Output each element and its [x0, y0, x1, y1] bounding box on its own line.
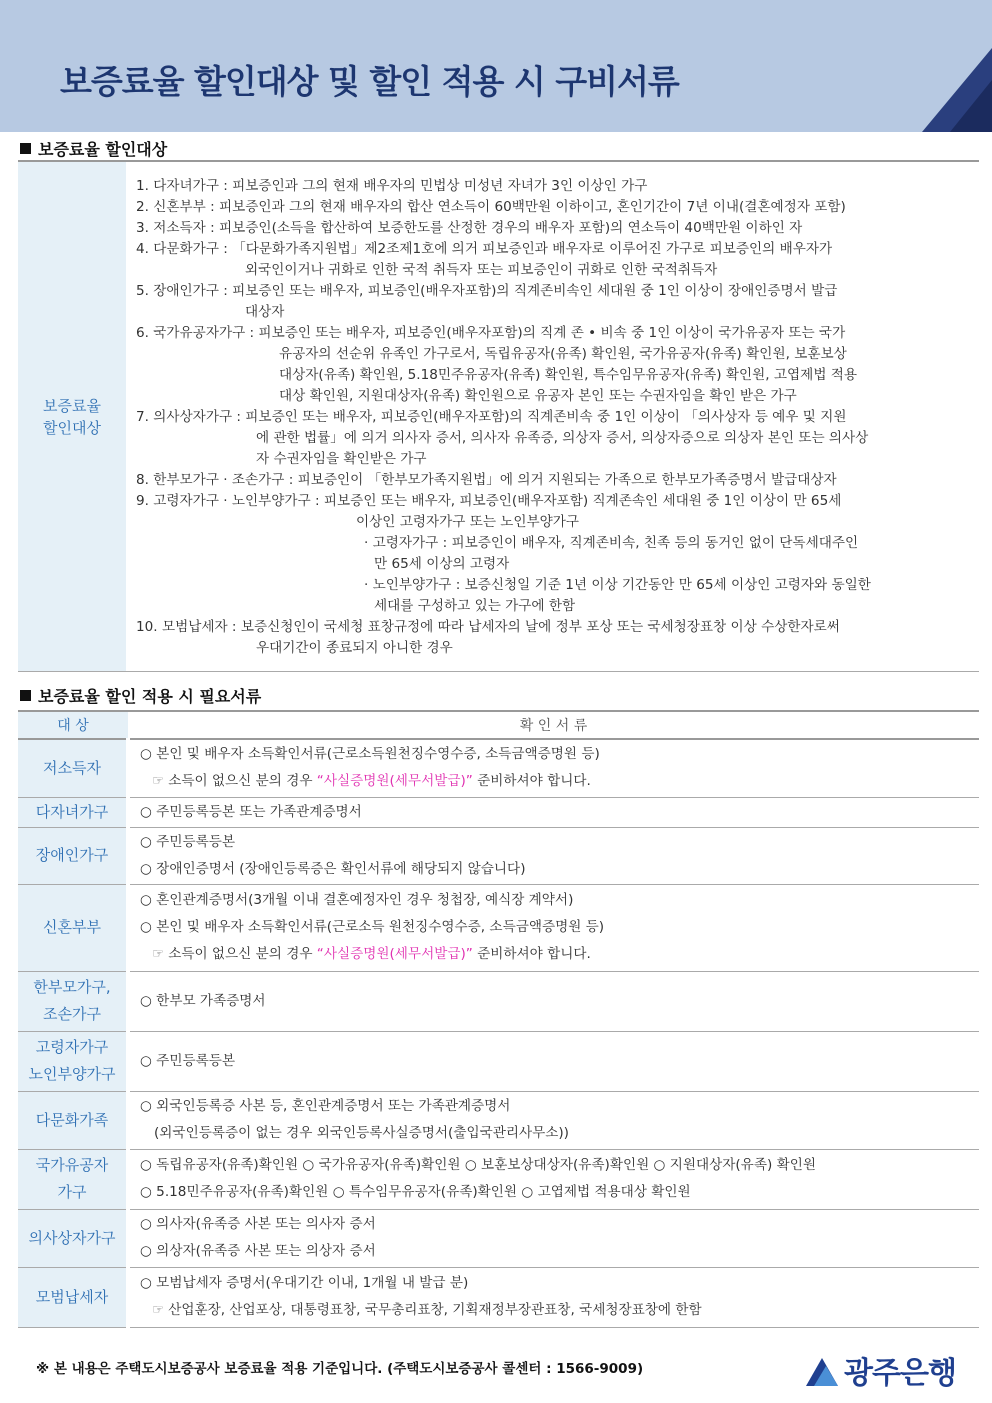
bank-logo — [806, 1350, 956, 1390]
table-header-row — [18, 711, 979, 739]
document-note — [140, 1297, 979, 1324]
document-note-highlight: “사실증명원(세무서발급)” — [316, 946, 473, 962]
discount-target-item — [136, 491, 976, 617]
section2-heading: 보증료율 할인 적용 시 필요서류 — [20, 684, 261, 707]
document-note-highlight: “사실증명원(세무서발급)” — [316, 773, 473, 790]
corner-decoration — [922, 0, 992, 132]
target-category-cell: 신혼부부 — [18, 884, 128, 971]
target-category-cell: 고령자가구 노인부양가구 — [18, 1031, 128, 1091]
document-line: ○ 주민등록등본 — [140, 1052, 235, 1069]
discount-target-list — [136, 176, 976, 659]
target-category-cell: 다문화가족 — [18, 1091, 128, 1149]
footer-note: ※ 본 내용은 주택도시보증공사 보증료율 적용 기준입니다. (주택도시보증공사 콜센터 : 1566-9009) — [36, 1361, 644, 1377]
column-header-target: 대 상 — [18, 711, 128, 739]
discount-target-item-line: 4. 다문화가구 : 「다문화가족지원법」제2조제1호에 의거 피보증인과 배우자로 이루어진 가구로 피보증인의 배우자가 — [136, 241, 833, 257]
discount-target-item-line: 3. 저소득자 : 피보증인(소득을 합산하여 보증한도를 산정한 경우의 배우자 포함)의 연소득이 40백만원 이하인 자 — [136, 220, 803, 236]
discount-target-item — [136, 407, 976, 470]
discount-target-item-line: 대상자(유족) 확인원, 5.18민주유공자(유족) 확인원, 특수임무유공자(유족) 확인원, 고엽제법 적용 — [279, 367, 858, 383]
document-line: ○ 모범납세자 증명서(우대기간 이내, 1개월 내 발급 분) — [140, 1275, 469, 1291]
pointing-hand-icon: ☞ — [152, 946, 165, 962]
discount-target-item — [136, 323, 976, 407]
target-category-cell: 의사상자가구 — [18, 1209, 128, 1267]
target-category-cell: 장애인가구 — [18, 827, 128, 884]
document-note-text: 준비하셔야 합니다. — [472, 773, 591, 790]
discount-target-label-cell — [18, 162, 126, 671]
square-bullet-icon — [20, 143, 31, 154]
discount-target-item-line: 10. 모범납세자 : 보증신청인이 국세청 표창규정에 따라 납세자의 날에 정부 포상 또는 국세청장표창 이상 수상한자로써 — [136, 619, 840, 635]
discount-target-item-line: 대상 확인원, 지원대상자(유족) 확인원으로 유공자 본인 또는 수권자임을 확인 받은 가구 — [279, 388, 797, 404]
target-category-cell: 다자녀가구 — [18, 797, 128, 827]
discount-target-item — [136, 218, 976, 239]
target-category-cell: 모범납세자 — [18, 1267, 128, 1327]
documents-cell — [128, 739, 979, 797]
column-header-documents: 확 인 서 류 — [128, 711, 979, 739]
discount-target-item-line: 5. 장애인가구 : 피보증인 또는 배우자, 피보증인(배우자포함)의 직계존비속인 세대원 중 1인 이상이 장애인증명서 발급 — [136, 283, 838, 299]
table-row — [18, 1267, 979, 1327]
pointing-hand-icon: ☞ — [152, 1302, 165, 1318]
discount-target-item-line: 9. 고령자가구 · 노인부양가구 : 피보증인 또는 배우자, 피보증인(배우자포함) 직계존속인 세대원 중 1인 이상이 만 65세 — [136, 493, 842, 509]
target-category-cell: 한부모가구, 조손가구 — [18, 971, 128, 1031]
discount-target-item-line: 이상인 고령자가구 또는 노인부양가구 — [356, 514, 580, 530]
bank-logo-mark-icon — [806, 1354, 838, 1386]
discount-target-item-line: 6. 국가유공자가구 : 피보증인 또는 배우자, 피보증인(배우자포함)의 직계 존 • 비속 중 1인 이상이 국가유공자 또는 국가 — [136, 325, 846, 341]
document-note-text: 소득이 없으신 분의 경우 — [168, 946, 317, 962]
discount-target-item — [136, 281, 976, 323]
documents-cell — [128, 1209, 979, 1267]
document-note-text: 소득이 없으신 분의 경우 — [168, 773, 317, 790]
table-row — [18, 1091, 979, 1149]
required-documents-table — [18, 710, 979, 1328]
bank-logo-text: 광주은행 — [844, 1356, 956, 1391]
discount-target-item-line: 세대를 구성하고 있는 가구에 한함 — [374, 598, 576, 614]
document-line: ○ 한부모 가족증명서 — [140, 992, 266, 1009]
page-title: 보증료율 할인대상 및 할인 적용 시 구비서류 — [60, 62, 679, 101]
document-line: ○ 의사자(유족증 사본 또는 의사자 증서 — [140, 1216, 376, 1232]
discount-target-item-line: 8. 한부모가구 · 조손가구 : 피보증인이 「한부모가족지원법」에 의거 지원되는 가족으로 한부모가족증명서 발급대상자 — [136, 472, 837, 488]
table-row — [18, 739, 979, 797]
document-line: ○ 혼인관계증명서(3개월 이내 결혼예정자인 경우 청첩장, 예식장 계약서) — [140, 892, 574, 908]
discount-target-item — [136, 617, 976, 659]
table-row — [18, 827, 979, 884]
discount-target-item-line: 1. 다자녀가구 : 피보증인과 그의 현재 배우자의 민법상 미성년 자녀가 3인 이상인 가구 — [136, 178, 648, 194]
table-row — [18, 884, 979, 971]
pointing-hand-icon: ☞ — [152, 773, 165, 790]
square-bullet-icon — [20, 690, 31, 701]
discount-target-item — [136, 176, 976, 197]
discount-target-box — [18, 160, 979, 672]
documents-cell — [128, 1267, 979, 1327]
document-line: ○ 장애인증명서 (장애인등록증은 확인서류에 해당되지 않습니다) — [140, 860, 526, 877]
document-line: ○ 의상자(유족증 사본 또는 의상자 증서 — [140, 1243, 376, 1259]
document-line: ○ 5.18민주유공자(유족)확인원 ○ 특수임무유공자(유족)확인원 ○ 고엽제법 적용대상 확인원 — [140, 1184, 691, 1200]
discount-target-item-line: 에 관한 법률」에 의거 의사자 증서, 의사자 유족증, 의상자 증서, 의상자증으로 의상자 본인 또는 의사상 — [256, 430, 869, 446]
discount-target-item-line: 만 65세 이상의 고령자 — [374, 556, 510, 572]
discount-target-item-line: 7. 의사상자가구 : 피보증인 또는 배우자, 피보증인(배우자포함)의 직계존비속 중 1인 이상이 「의사상자 등 예우 및 지원 — [136, 409, 847, 425]
discount-target-item-line: 대상자 — [245, 304, 285, 320]
target-category-cell: 저소득자 — [18, 739, 128, 797]
discount-target-item-line: 유공자의 선순위 유족인 가구로서, 독립유공자(유족) 확인원, 국가유공자(유족) 확인원, 보훈보상 — [279, 346, 847, 362]
table-row — [18, 1149, 979, 1209]
section1-heading: 보증료율 할인대상 — [20, 137, 167, 160]
table-row — [18, 1209, 979, 1267]
table-row — [18, 971, 979, 1031]
document-line: (외국인등록증이 없는 경우 외국인등록사실증명서(출입국관리사무소)) — [154, 1125, 569, 1141]
document-line: ○ 주민등록등본 — [140, 833, 235, 850]
discount-target-item-line: · 고령자가구 : 피보증인이 배우자, 직계존비속, 친족 등의 동거인 없이 단독세대주인 — [364, 535, 859, 551]
document-note-text: 준비하셔야 합니다. — [472, 946, 591, 962]
document-line: ○ 독립유공자(유족)확인원 ○ 국가유공자(유족)확인원 ○ 보훈보상대상자(유족)확인원 ○ 지원대상자(유족) 확인원 — [140, 1157, 816, 1173]
document-note — [140, 768, 979, 795]
table-row — [18, 1031, 979, 1091]
document-line: ○ 본인 및 배우자 소득확인서류(근로소득 원천징수영수증, 소득금액증명원 등) — [140, 919, 605, 935]
documents-cell — [128, 971, 979, 1031]
discount-target-label: 보증료율 할인대상 — [43, 396, 101, 437]
discount-target-item — [136, 197, 976, 218]
discount-target-item-line: 2. 신혼부부 : 피보증인과 그의 현재 배우자의 합산 연소득이 60백만원 이하이고, 혼인기간이 7년 이내(결혼예정자 포함) — [136, 199, 846, 215]
documents-cell — [128, 1149, 979, 1209]
documents-cell — [128, 1031, 979, 1091]
target-category-cell: 국가유공자 가구 — [18, 1149, 128, 1209]
discount-target-item-line: · 노인부양가구 : 보증신청일 기준 1년 이상 기간동안 만 65세 이상인 고령자와 동일한 — [364, 577, 871, 593]
discount-target-item — [136, 470, 976, 491]
document-line: ○ 외국인등록증 사본 등, 혼인관계증명서 또는 가족관계증명서 — [140, 1098, 511, 1114]
documents-cell — [128, 884, 979, 971]
page-header — [0, 0, 992, 132]
documents-cell — [128, 797, 979, 827]
discount-target-item-line: 우대기간이 종료되지 아니한 경우 — [256, 640, 453, 656]
document-line: ○ 주민등록등본 또는 가족관계증명서 — [140, 803, 362, 820]
document-note-text: 산업훈장, 산업포상, 대통령표창, 국무총리표창, 기획재정부장관표창, 국세청장표창에 한함 — [168, 1302, 702, 1318]
discount-target-item-line: 외국인이거나 귀화로 인한 국적 취득자 또는 피보증인이 귀화로 인한 국적취득자 — [245, 262, 718, 278]
document-line: ○ 본인 및 배우자 소득확인서류(근로소득원천징수영수증, 소득금액증명원 등) — [140, 746, 600, 763]
discount-target-item-line: 자 수권자임을 확인받은 가구 — [256, 451, 427, 467]
document-note — [140, 941, 979, 968]
table-row — [18, 797, 979, 827]
documents-cell — [128, 1091, 979, 1149]
documents-cell — [128, 827, 979, 884]
discount-target-item — [136, 239, 976, 281]
